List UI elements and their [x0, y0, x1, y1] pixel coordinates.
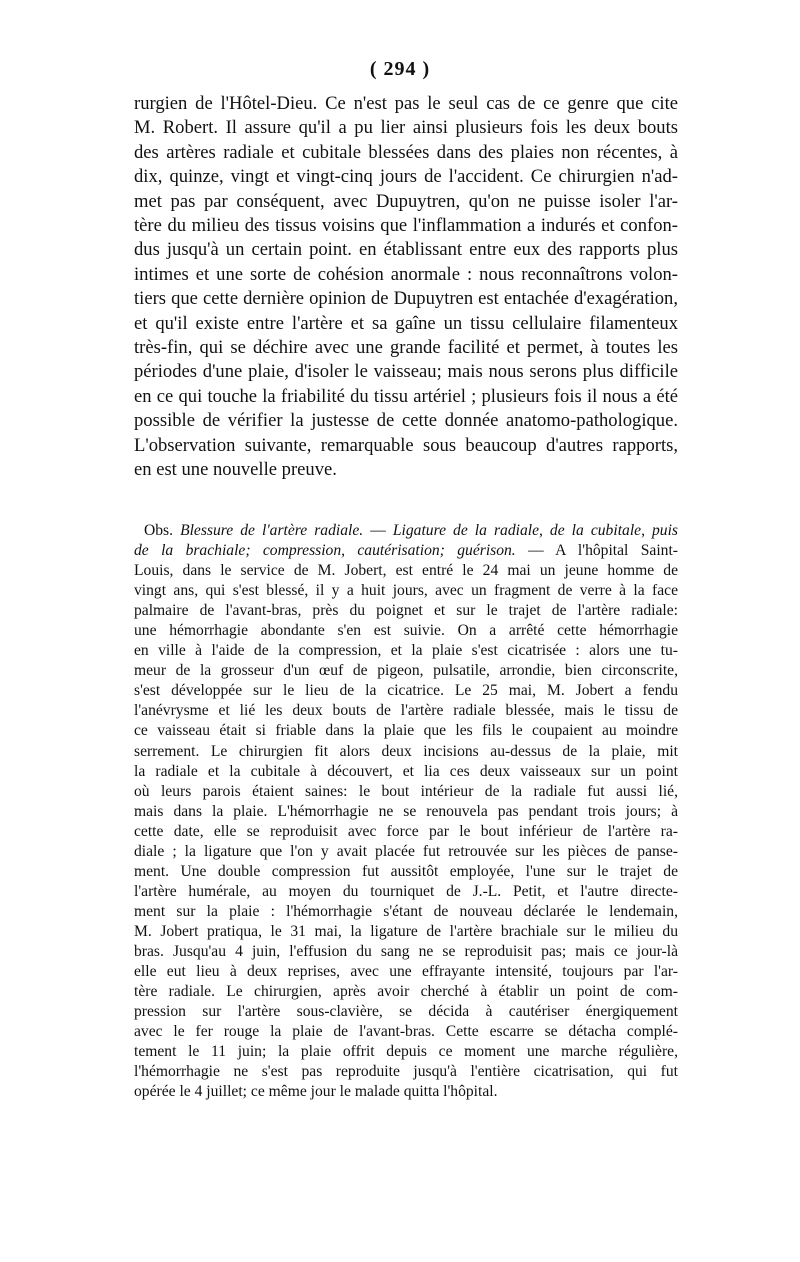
- obs-line: l'artère humérale, au moyen du tourniquet de J.-L. Petit, et l'autre directe-: [134, 882, 678, 900]
- obs-heading-line-2: [134, 541, 678, 561]
- obs-line: en ville à l'aide de la compression, et la plaie s'est cicatrisée : alors une tu-: [134, 642, 678, 660]
- obs-line: ment sur la plaie : l'hémorrhagie s'étant de nouveau déclarée le lendemain,: [134, 902, 678, 920]
- obs-line: mais dans la plaie. L'hémorrhagie ne se renouvela pas pendant trois jours; à: [134, 802, 678, 820]
- observation-block: [134, 521, 678, 1102]
- obs-line: où leurs parois étaient saines: le bout intérieur de la radiale fut aussi lié,: [134, 782, 678, 800]
- obs-line: ment. Une double compression fut aussitôt employée, l'une sur le trajet de: [134, 862, 678, 880]
- obs-line: meur de la grosseur d'un œuf de pigeon, pulsatile, arrondie, bien circonscrite,: [134, 662, 678, 680]
- obs-line: cette date, elle se reproduisit avec force par le bout inférieur de l'artère ra-: [134, 822, 678, 840]
- text-line: possible de vérifier la justesse de cette donnée anatomo-pathologique.: [134, 410, 678, 432]
- obs-line: avec le fer rouge la plaie de l'avant-bras. Cette escarre se détacha complé-: [134, 1023, 678, 1041]
- text-line: dix, quinze, vingt et vingt-cinq jours de l'accident. Ce chirurgien n'ad-: [134, 166, 678, 188]
- obs-line: l'anévrysme et lié les deux bouts de l'artère radiale blessée, mais le tissu de: [134, 702, 678, 720]
- obs-line: la radiale et la cubitale à découvert, et lia ces deux vaisseaux sur un point: [134, 762, 678, 780]
- obs-lead: Obs.: [144, 522, 174, 539]
- text-line: L'observation suivante, remarquable sous beaucoup d'autres rapports,: [134, 434, 678, 456]
- obs-line: ce vaisseau était si friable dans la plaie que les fils le coupaient au moindre: [134, 722, 678, 740]
- text-line: intimes et une sorte de cohésion anormale : nous reconnaîtrons volon-: [134, 263, 678, 285]
- obs-line: une hémorrhagie abondante s'en est suivie. On a arrêté cette hémorrhagie: [134, 622, 678, 640]
- obs-subtitle: Ligature de la radiale, de la cubitale, puis: [392, 522, 679, 539]
- text-line: en ce qui touche la friabilité du tissu artériel ; plusieurs fois il nous a été: [134, 385, 678, 407]
- text-line: met pas par conséquent, avec Dupuytren, qu'on ne puisse isoler l'ar-: [134, 190, 678, 212]
- obs-line: diale ; la ligature que l'on y avait placée fut retrouvée sur les pièces de panse-: [134, 842, 678, 860]
- obs-line: vingt ans, qui s'est blessé, il y a huit jours, avec un fragment de verre à la face: [134, 582, 678, 600]
- text-line: en est une nouvelle preuve.: [134, 459, 337, 481]
- page-number: ( 294 ): [369, 58, 431, 80]
- text-line: tiers que cette dernière opinion de Dupuytren est entachée d'exagération,: [134, 288, 678, 310]
- text-line: M. Robert. Il assure qu'il a pu lier ainsi plusieurs fois les deux bouts: [134, 117, 678, 139]
- obs-line: bras. Jusqu'au 4 juin, l'effusion du sang ne se reproduisit pas; mais ce jour-là: [134, 942, 678, 960]
- obs-line: serrement. Le chirurgien fit alors deux incisions au-dessus de la plaie, mit: [134, 742, 678, 760]
- main-paragraph: [134, 92, 678, 483]
- text-line: dus jusqu'à un certain point. en établissant entre eux des rapports plus: [134, 239, 678, 261]
- obs-dash-lead: — A l'hôpital Saint-: [528, 542, 678, 560]
- obs-line: l'hémorrhagie ne s'est pas reproduite jusqu'à l'entière cicatrisation, qui fut: [134, 1063, 678, 1081]
- obs-line: M. Jobert pratiqua, le 31 mai, la ligature de l'artère brachiale sur le milieu du: [134, 922, 678, 940]
- obs-title: Blessure de l'artère radiale.: [180, 522, 364, 539]
- text-line: très-fin, qui se déchire avec une grande facilité et permet, à toutes les: [134, 337, 678, 359]
- obs-line: Louis, dans le service de M. Jobert, est entré le 24 mai un jeune homme de: [134, 562, 678, 580]
- obs-line: elle eut lieu à deux reprises, avec une effrayante intensité, toujours par l'ar-: [134, 963, 678, 981]
- text-line: des artères radiale et cubitale blessées dans des plaies non récentes, à: [134, 141, 678, 163]
- text-line: tère du milieu des tissus voisins que l'inflammation a indurés et confon-: [134, 215, 678, 237]
- obs-line: palmaire de l'avant-bras, près du poignet et sur le trajet de l'artère radiale:: [134, 602, 678, 620]
- obs-heading-line: [134, 521, 678, 541]
- text-line: et qu'il existe entre l'artère et sa gaîne un tissu cellulaire filamenteux: [134, 312, 678, 334]
- obs-subtitle-cont: de la brachiale; compression, cautérisation; guérison.: [134, 542, 516, 560]
- obs-line: opérée le 4 juillet; ce même jour le malade quitta l'hôpital.: [134, 1083, 498, 1101]
- text-line: périodes d'une plaie, d'isoler le vaisseau; mais nous serons plus difficile: [134, 361, 678, 383]
- obs-line: s'est développée sur le lieu de la cicatrice. Le 25 mai, M. Jobert a fendu: [134, 682, 678, 700]
- obs-dash: —: [370, 522, 386, 539]
- obs-line: tement le 11 juin; la plaie offrit depuis ce moment une marche régulière,: [134, 1043, 678, 1061]
- text-line: rurgien de l'Hôtel-Dieu. Ce n'est pas le seul cas de ce genre que cite: [134, 93, 678, 114]
- obs-line: pression sur l'artère sous-clavière, se décida à cautériser énergiquement: [134, 1003, 678, 1021]
- obs-line: tère radiale. Le chirurgien, après avoir cherché à établir un point de com-: [134, 983, 678, 1001]
